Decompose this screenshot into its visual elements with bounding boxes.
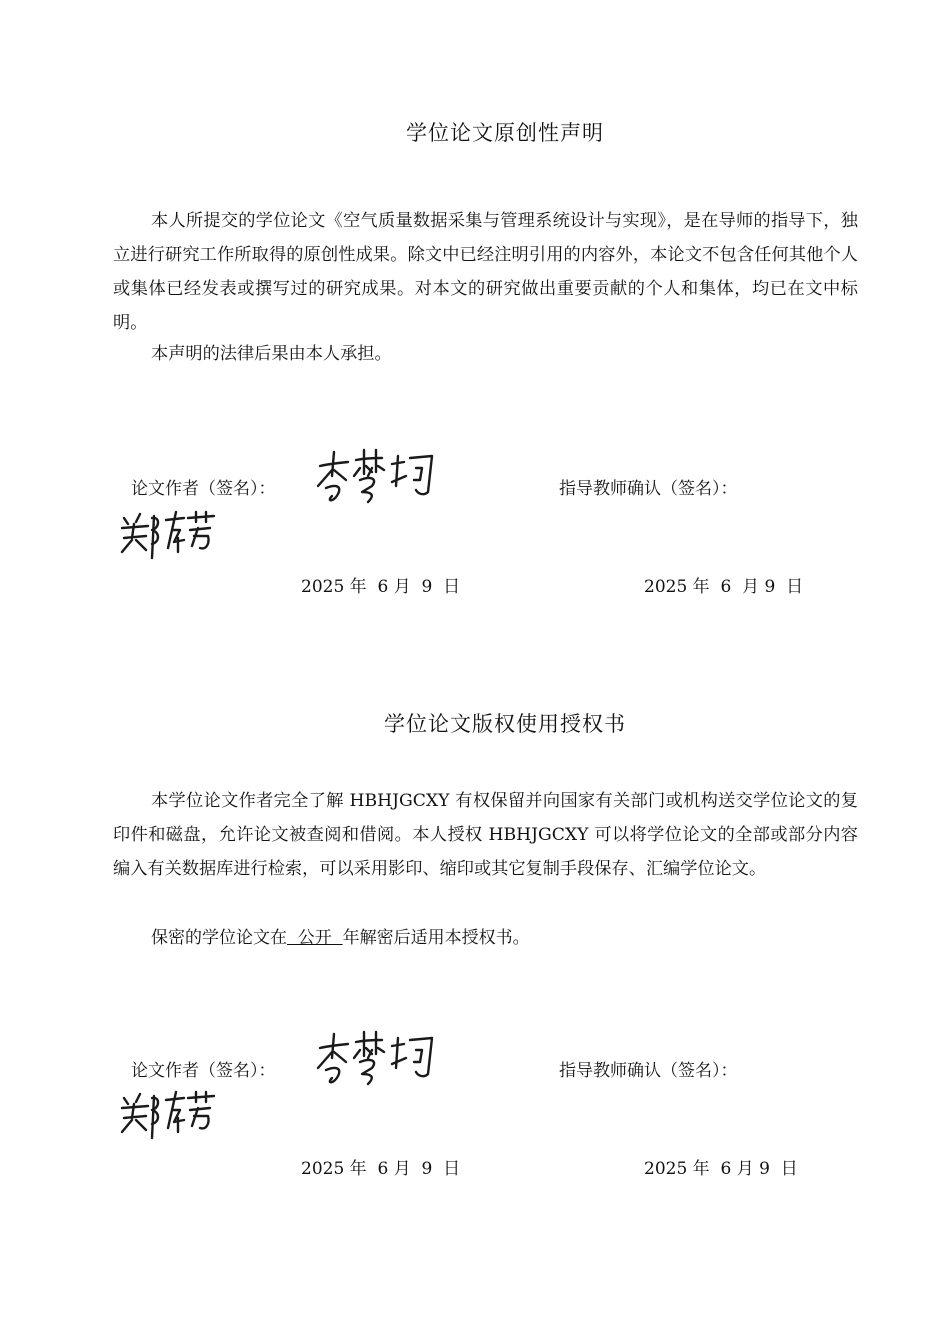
- authorization-advisor-signature: [118, 1088, 218, 1142]
- declaration-title: 学位论文原创性声明: [406, 121, 604, 145]
- confidential-value: 公开: [287, 928, 343, 948]
- authorization-author-date: 2025 年 6 月 9 日: [301, 1159, 461, 1179]
- authorization-title: 学位论文版权使用授权书: [384, 712, 626, 736]
- authorization-advisor-date: 2025 年 6 月 9 日: [644, 1159, 798, 1179]
- declaration-author-date: 2025 年 6 月 9 日: [301, 577, 461, 597]
- confidential-prefix: 保密的学位论文在: [151, 928, 287, 948]
- declaration-author-label: 论文作者（签名）：: [131, 479, 276, 499]
- declaration-advisor-label: 指导教师确认（签名）：: [559, 479, 738, 499]
- declaration-paragraph-1: 本人所提交的学位论文《空气质量数据采集与管理系统设计与实现》，是在导师的指导下，独立进行研究工作所取得的原创性成果。除文中已经注明引用的内容外，本论文不包含任何其他个人或集体已经发表或撰写过的研究成果。对本文的研究做出重要贡献的个人和集体，均已在文中标明。: [113, 211, 858, 333]
- confidential-suffix: 年解密后适用本授权书。: [342, 928, 530, 948]
- authorization-paragraph-1: 本学位论文作者完全了解 HBHJGCXY 有权保留并向国家有关部门或机构送交学位论文的复印件和磁盘，允许论文被查阅和借阅。本人授权 HBHJGCXY 可以将学位论文的全部或部分内容编入有关数据库进行检索，可以采用影印、缩印或其它复制手段保存、汇编学位论文。: [113, 791, 858, 879]
- declaration-author-signature: [312, 446, 442, 508]
- declaration-paragraph-2: 本声明的法律后果由本人承担。: [151, 344, 392, 364]
- declaration-advisor-signature: [118, 508, 218, 562]
- authorization-author-label: 论文作者（签名）：: [131, 1061, 276, 1081]
- authorization-advisor-label: 指导教师确认（签名）：: [559, 1061, 738, 1081]
- authorization-confidential-line: [151, 923, 530, 948]
- authorization-author-signature: [312, 1028, 442, 1090]
- declaration-advisor-date: 2025 年 6 月 9 日: [644, 577, 804, 597]
